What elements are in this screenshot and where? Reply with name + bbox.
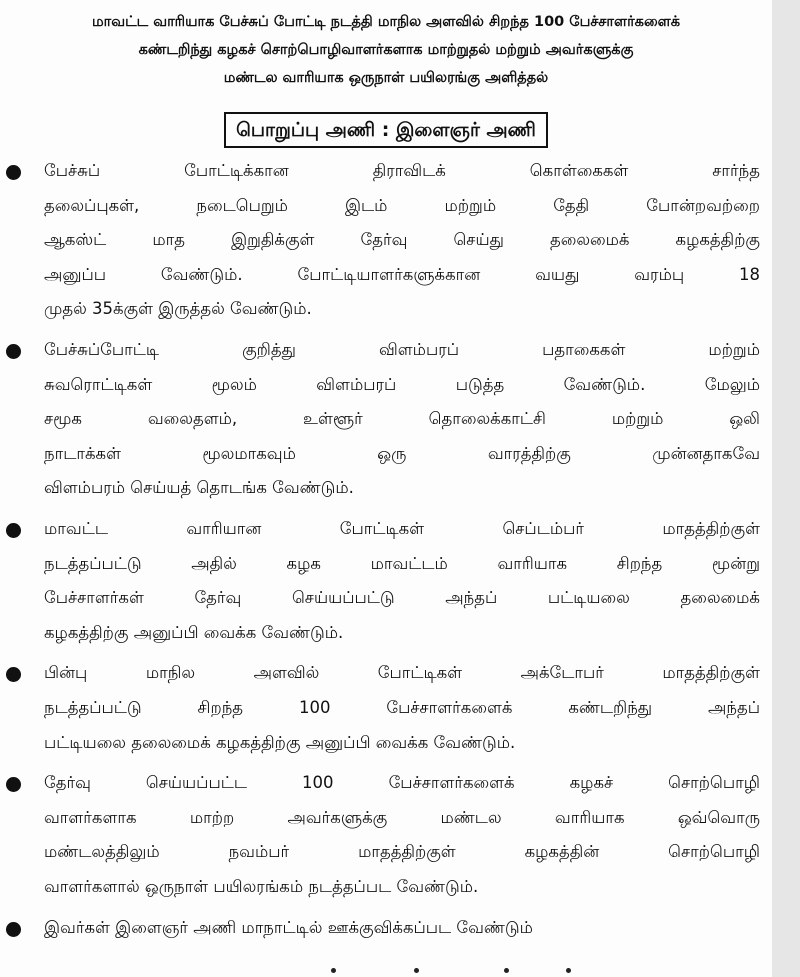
bullet-text-line: நடத்தப்பட்டு சிறந்த 100 பேச்சாளர்களைக் கண்டறிந்து அந்தப்: [44, 697, 760, 717]
bullet-text-line: பட்டியலை தலைமைக் கழகத்திற்கு அனுப்பி வைக்க வேண்டும்.: [44, 732, 516, 752]
bullet-text-line: சுவரொட்டிகள் மூலம் விளம்பரப் படுத்த வேண்டும். மேலும்: [44, 374, 760, 394]
bullet-text-line: வாளர்களால் ஒருநாள் பயிலரங்கம் நடத்தப்பட வேண்டும்.: [44, 876, 479, 896]
bullet-text-line: மண்டலத்திலும் நவம்பர் மாதத்திற்குள் கழகத்தின் சொற்பொழி: [44, 842, 760, 862]
bottom-dots-decoration: [0, 964, 772, 977]
bullet-text-line: பேச்சுப்போட்டி குறித்து விளம்பரப் பதாகைகள் மற்றும்: [44, 340, 760, 359]
bullet-text-line: முதல் 35க்குள் இருத்தல் வேண்டும்.: [44, 299, 312, 319]
bullet-text-line: சமூக வலைதளம், உள்ளூர் தொலைக்காட்சி மற்றும் ஒலி: [44, 409, 760, 429]
bullet-text-line: பேச்சுப் போட்டிக்கான திராவிடக் கொள்கைகள் சார்ந்த: [44, 161, 760, 180]
bullet-dot-icon: [6, 344, 21, 359]
header-line-3: மண்டல வாரியாக ஒருநாள் பயிலரங்கு அளித்தல்: [223, 70, 549, 86]
bullet-text-line: மாவட்ட வாரியான போட்டிகள் செப்டம்பர் மாதத்திற்குள்: [44, 519, 760, 538]
bullet-text-line: விளம்பரம் செய்யத் தொடங்க வேண்டும்.: [44, 478, 354, 498]
dot-decoration: [414, 968, 419, 973]
bullet-text-line: ஆகஸ்ட் மாத இறுதிக்குள் தேர்வு செய்து தலைமைக் கழகத்திற்கு: [44, 230, 760, 250]
bullet-text-line: நடத்தப்பட்டு அதில் கழக மாவட்டம் வாரியாக சிறந்த மூன்று: [44, 553, 760, 573]
dot-decoration: [504, 968, 509, 973]
bullet-text-line: இவர்கள் இளைஞர் அணி மாநாட்டில் ஊக்குவிக்கப்பட வேண்டும்: [44, 917, 533, 937]
bullet-text-line: பேச்சாளர்கள் தேர்வு செய்யப்பட்டு அந்தப் பட்டியலை தலைமைக்: [44, 588, 760, 608]
bullet-dot-icon: [6, 667, 21, 682]
bullet-dot-icon: [6, 777, 21, 792]
dot-decoration: [566, 968, 571, 973]
bullet-text-line: பின்பு மாநில அளவில் போட்டிகள் அக்டோபர் மாதத்திற்குள்: [44, 663, 760, 683]
bullet-text-line: கழகத்திற்கு அனுப்பி வைக்க வேண்டும்.: [44, 622, 344, 642]
bullet-dot-icon: [6, 165, 21, 180]
bullet-dot-icon: [6, 922, 21, 937]
bullet-text-line: தலைப்புகள், நடைபெறும் இடம் மற்றும் தேதி போன்றவற்றை: [44, 195, 760, 215]
bullet-text-line: அனுப்ப வேண்டும். போட்டியாளர்களுக்கான வயது வரம்பு 18: [44, 264, 760, 284]
dot-decoration: [331, 968, 336, 973]
bullet-text-line: தேர்வு செய்யப்பட்ட 100 பேச்சாளர்களைக் கழகச் சொற்பொழி: [44, 773, 760, 793]
section-heading-box: பொறுப்பு அணி : இளைஞர் அணி: [224, 112, 548, 148]
page-margin-strip: [772, 0, 800, 977]
header-line-2: கண்டறிந்து கழகச் சொற்பொழிவாளர்களாக மாற்றுதல் மற்றும் அவர்களுக்கு: [138, 42, 634, 58]
document-header: [4, 8, 768, 92]
header-line-1: மாவட்ட வாரியாக பேச்சுப் போட்டி நடத்தி மாநில அளவில் சிறந்த 100 பேச்சாளர்களைக்: [91, 14, 681, 30]
bullet-text-line: வாளர்களாக மாற்ற அவர்களுக்கு மண்டல வாரியாக ஒவ்வொரு: [44, 807, 760, 827]
bullet-text-line: நாடாக்கள் மூலமாகவும் ஒரு வாரத்திற்கு முன்னதாகவே: [44, 443, 760, 463]
section-heading-wrap: [0, 112, 772, 148]
bullet-dot-icon: [6, 523, 21, 538]
